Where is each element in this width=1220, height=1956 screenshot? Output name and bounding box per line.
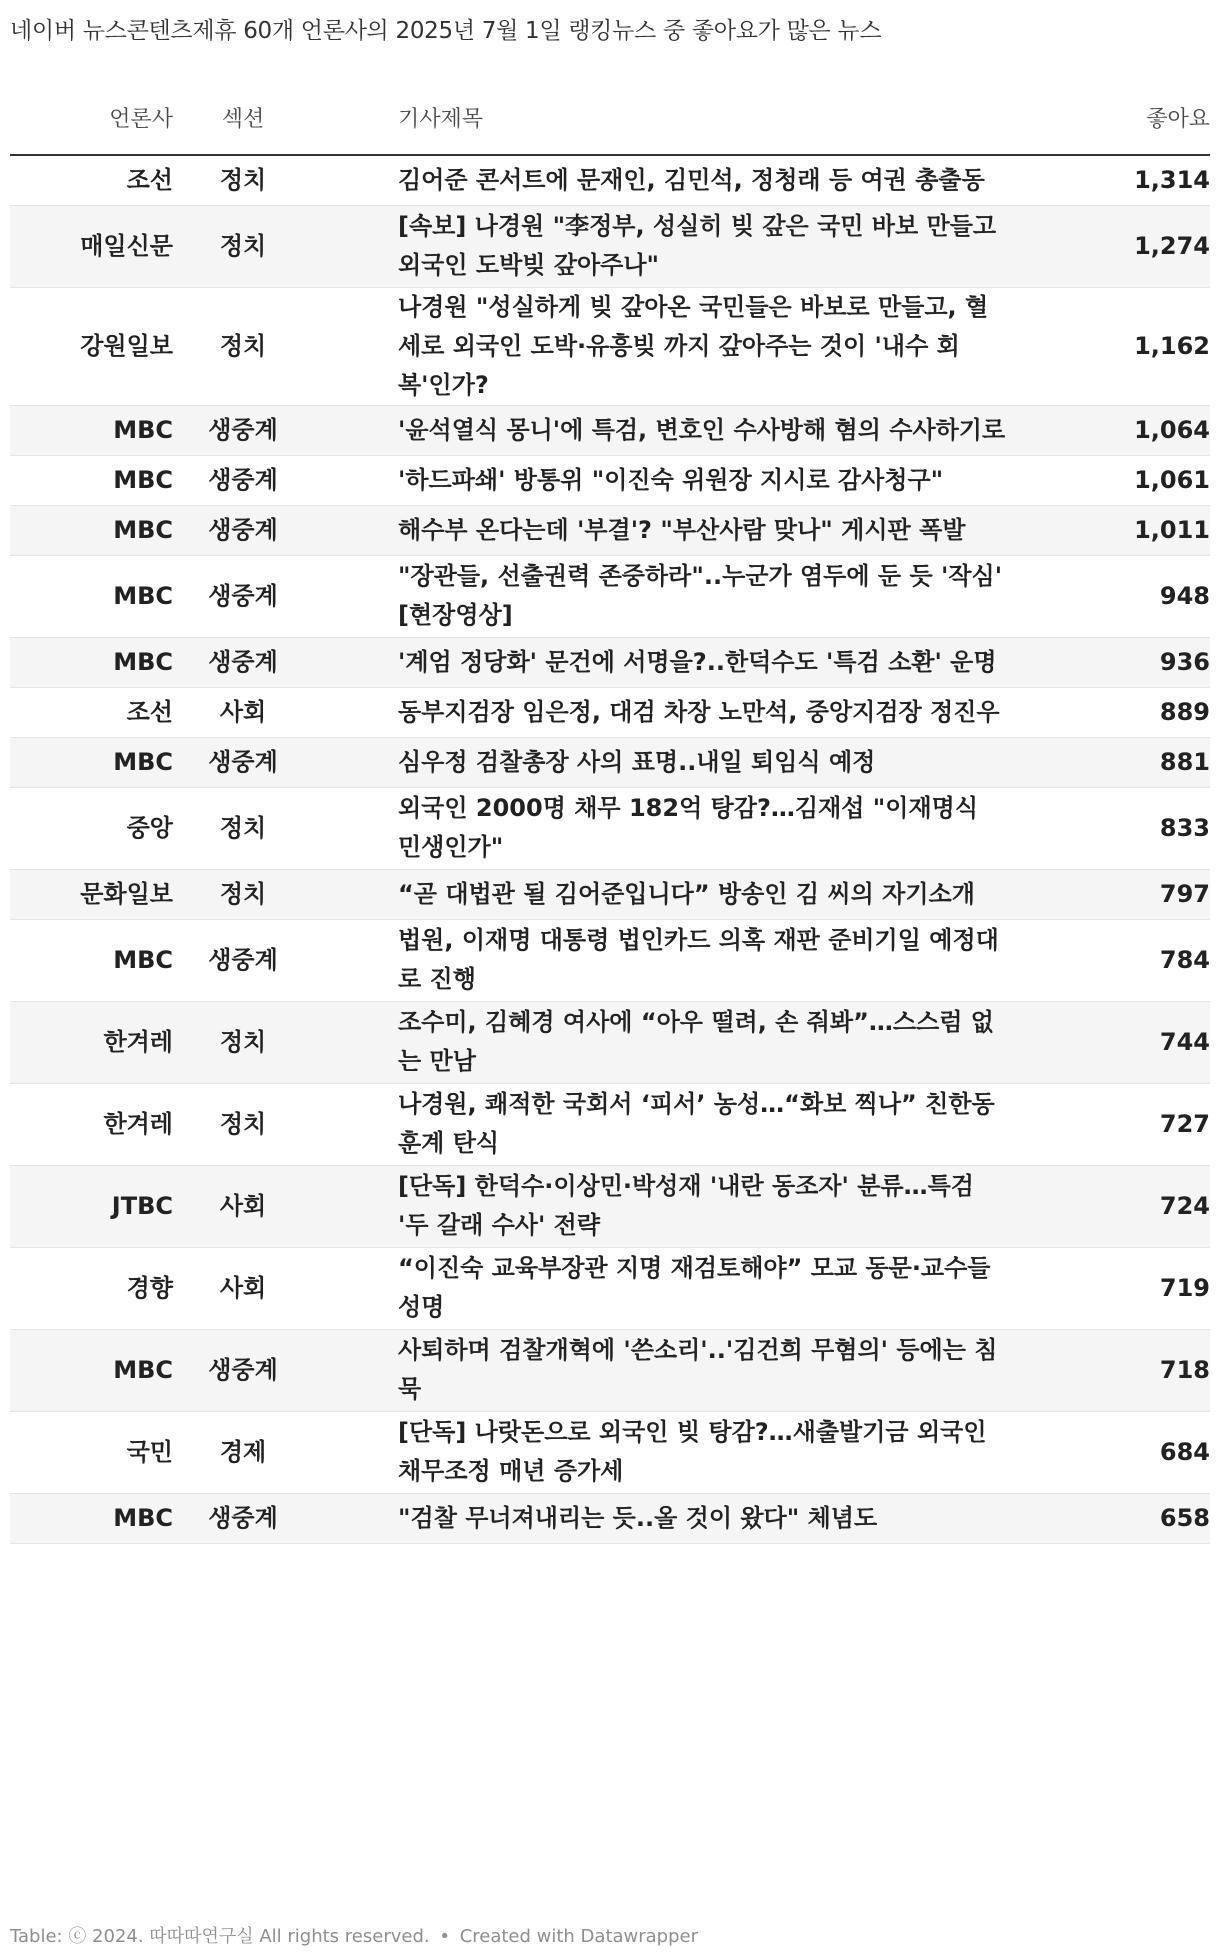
cell-section: 생중계 <box>173 1493 313 1543</box>
cell-section: 사회 <box>173 1165 313 1247</box>
cell-section: 생중계 <box>173 405 313 455</box>
cell-headline: 동부지검장 임은정, 대검 차장 노만석, 중앙지검장 정진우 <box>313 687 1019 737</box>
cell-likes: 1,274 <box>1019 205 1210 287</box>
cell-headline: 심우정 검찰총장 사의 표명..내일 퇴임식 예정 <box>313 737 1019 787</box>
cell-headline: 나경원 "성실하게 빚 갚아온 국민들은 바보로 만들고, 혈세로 외국인 도박·유흥빚 까지 갚아주는 것이 '내수 회복'인가? <box>313 287 1019 405</box>
table-row <box>10 155 1210 205</box>
table-row <box>10 287 1210 405</box>
cell-publisher: MBC <box>10 555 173 637</box>
cell-publisher: MBC <box>10 405 173 455</box>
cell-likes: 684 <box>1019 1411 1210 1493</box>
cell-likes: 1,314 <box>1019 155 1210 205</box>
table-row <box>10 687 1210 737</box>
cell-publisher: 중앙 <box>10 787 173 869</box>
header-headline[interactable]: 기사제목 <box>313 80 1019 155</box>
table-row <box>10 1083 1210 1165</box>
cell-publisher: MBC <box>10 1493 173 1543</box>
cell-likes: 1,162 <box>1019 287 1210 405</box>
table-header <box>10 80 1210 155</box>
table-row <box>10 1411 1210 1493</box>
header-row <box>10 80 1210 155</box>
table-row <box>10 1001 1210 1083</box>
cell-likes: 784 <box>1019 919 1210 1001</box>
table-row <box>10 205 1210 287</box>
cell-section: 생중계 <box>173 555 313 637</box>
cell-publisher: 매일신문 <box>10 205 173 287</box>
table-title: 네이버 뉴스콘텐츠제휴 60개 언론사의 2025년 7월 1일 랭킹뉴스 중 좋아요가 많은 뉴스 <box>10 18 882 44</box>
cell-section: 생중계 <box>173 637 313 687</box>
cell-headline: 김어준 콘서트에 문재인, 김민석, 정청래 등 여권 총출동 <box>313 155 1019 205</box>
table-row <box>10 637 1210 687</box>
footer-credit[interactable]: Created with Datawrapper <box>459 1926 699 1947</box>
cell-headline: "검찰 무너져내리는 듯..올 것이 왔다" 체념도 <box>313 1493 1019 1543</box>
cell-headline: 법원, 이재명 대통령 법인카드 의혹 재판 준비기일 예정대로 진행 <box>313 919 1019 1001</box>
cell-publisher: MBC <box>10 1329 173 1411</box>
ranking-table <box>10 80 1210 1544</box>
cell-likes: 719 <box>1019 1247 1210 1329</box>
cell-headline: [단독] 나랏돈으로 외국인 빚 탕감?…새출발기금 외국인 채무조정 매년 증가세 <box>313 1411 1019 1493</box>
cell-likes: 936 <box>1019 637 1210 687</box>
cell-publisher: 강원일보 <box>10 287 173 405</box>
cell-section: 정치 <box>173 1001 313 1083</box>
table-row <box>10 869 1210 919</box>
cell-section: 경제 <box>173 1411 313 1493</box>
cell-likes: 881 <box>1019 737 1210 787</box>
cell-section: 생중계 <box>173 455 313 505</box>
cell-section: 정치 <box>173 155 313 205</box>
cell-section: 정치 <box>173 287 313 405</box>
table-row <box>10 505 1210 555</box>
cell-section: 생중계 <box>173 737 313 787</box>
cell-likes: 889 <box>1019 687 1210 737</box>
table-row <box>10 455 1210 505</box>
cell-likes: 724 <box>1019 1165 1210 1247</box>
cell-section: 정치 <box>173 869 313 919</box>
cell-publisher: 조선 <box>10 687 173 737</box>
cell-publisher: 문화일보 <box>10 869 173 919</box>
table-row <box>10 1329 1210 1411</box>
table-row <box>10 1493 1210 1543</box>
header-likes[interactable]: 좋아요 <box>1019 80 1210 155</box>
cell-section: 정치 <box>173 787 313 869</box>
table-body <box>10 155 1210 1543</box>
table-row <box>10 787 1210 869</box>
cell-publisher: MBC <box>10 637 173 687</box>
cell-likes: 948 <box>1019 555 1210 637</box>
cell-publisher: 한겨레 <box>10 1001 173 1083</box>
cell-headline: “이진숙 교육부장관 지명 재검토해야” 모교 동문·교수들 성명 <box>313 1247 1019 1329</box>
header-publisher[interactable]: 언론사 <box>10 80 173 155</box>
cell-publisher: 경향 <box>10 1247 173 1329</box>
cell-likes: 718 <box>1019 1329 1210 1411</box>
cell-publisher: 국민 <box>10 1411 173 1493</box>
table-row <box>10 737 1210 787</box>
cell-headline: 조수미, 김혜경 여사에 “아우 떨려, 손 줘봐”…스스럼 없는 만남 <box>313 1001 1019 1083</box>
table-row <box>10 405 1210 455</box>
cell-section: 생중계 <box>173 505 313 555</box>
cell-likes: 1,011 <box>1019 505 1210 555</box>
cell-headline: 나경원, 쾌적한 국회서 ‘피서’ 농성…“화보 찍나” 친한동훈계 탄식 <box>313 1083 1019 1165</box>
cell-headline: "장관들, 선출권력 존중하라"..누군가 염두에 둔 듯 '작심' [현장영상] <box>313 555 1019 637</box>
cell-likes: 1,064 <box>1019 405 1210 455</box>
cell-publisher: MBC <box>10 505 173 555</box>
cell-section: 정치 <box>173 205 313 287</box>
cell-headline: '하드파쇄' 방통위 "이진숙 위원장 지시로 감사청구" <box>313 455 1019 505</box>
table-row <box>10 1247 1210 1329</box>
cell-headline: '계엄 정당화' 문건에 서명을?..한덕수도 '특검 소환' 운명 <box>313 637 1019 687</box>
cell-headline: 외국인 2000명 채무 182억 탕감?…김재섭 "이재명식 민생인가" <box>313 787 1019 869</box>
cell-headline: [단독] 한덕수·이상민·박성재 '내란 동조자' 분류…특검 '두 갈래 수사' 전략 <box>313 1165 1019 1247</box>
cell-section: 사회 <box>173 687 313 737</box>
table-row <box>10 555 1210 637</box>
cell-section: 생중계 <box>173 1329 313 1411</box>
cell-likes: 658 <box>1019 1493 1210 1543</box>
footer-separator: • <box>439 1926 450 1947</box>
table-row <box>10 919 1210 1001</box>
cell-likes: 744 <box>1019 1001 1210 1083</box>
table-row <box>10 1165 1210 1247</box>
cell-headline: 해수부 온다는데 '부결'? "부산사람 맞나" 게시판 폭발 <box>313 505 1019 555</box>
cell-likes: 797 <box>1019 869 1210 919</box>
cell-headline: 사퇴하며 검찰개혁에 '쓴소리'..'김건희 무혐의' 등에는 침묵 <box>313 1329 1019 1411</box>
cell-likes: 1,061 <box>1019 455 1210 505</box>
cell-likes: 727 <box>1019 1083 1210 1165</box>
cell-publisher: JTBC <box>10 1165 173 1247</box>
cell-headline: '윤석열식 몽니'에 특검, 변호인 수사방해 혐의 수사하기로 <box>313 405 1019 455</box>
cell-section: 사회 <box>173 1247 313 1329</box>
cell-headline: [속보] 나경원 "李정부, 성실히 빚 갚은 국민 바보 만들고 외국인 도박빚 갚아주나" <box>313 205 1019 287</box>
cell-publisher: MBC <box>10 737 173 787</box>
cell-section: 정치 <box>173 1083 313 1165</box>
cell-publisher: 조선 <box>10 155 173 205</box>
cell-likes: 833 <box>1019 787 1210 869</box>
table-container <box>10 0 1210 1532</box>
cell-publisher: MBC <box>10 455 173 505</box>
cell-publisher: 한겨레 <box>10 1083 173 1165</box>
footer-copyright: Table: ⓒ 2024. 따따따연구실 All rights reserved. <box>10 1926 430 1947</box>
cell-section: 생중계 <box>173 919 313 1001</box>
cell-headline: “곧 대법관 될 김어준입니다” 방송인 김 씨의 자기소개 <box>313 869 1019 919</box>
header-section[interactable]: 섹션 <box>173 80 313 155</box>
cell-publisher: MBC <box>10 919 173 1001</box>
footer <box>10 1922 698 1948</box>
